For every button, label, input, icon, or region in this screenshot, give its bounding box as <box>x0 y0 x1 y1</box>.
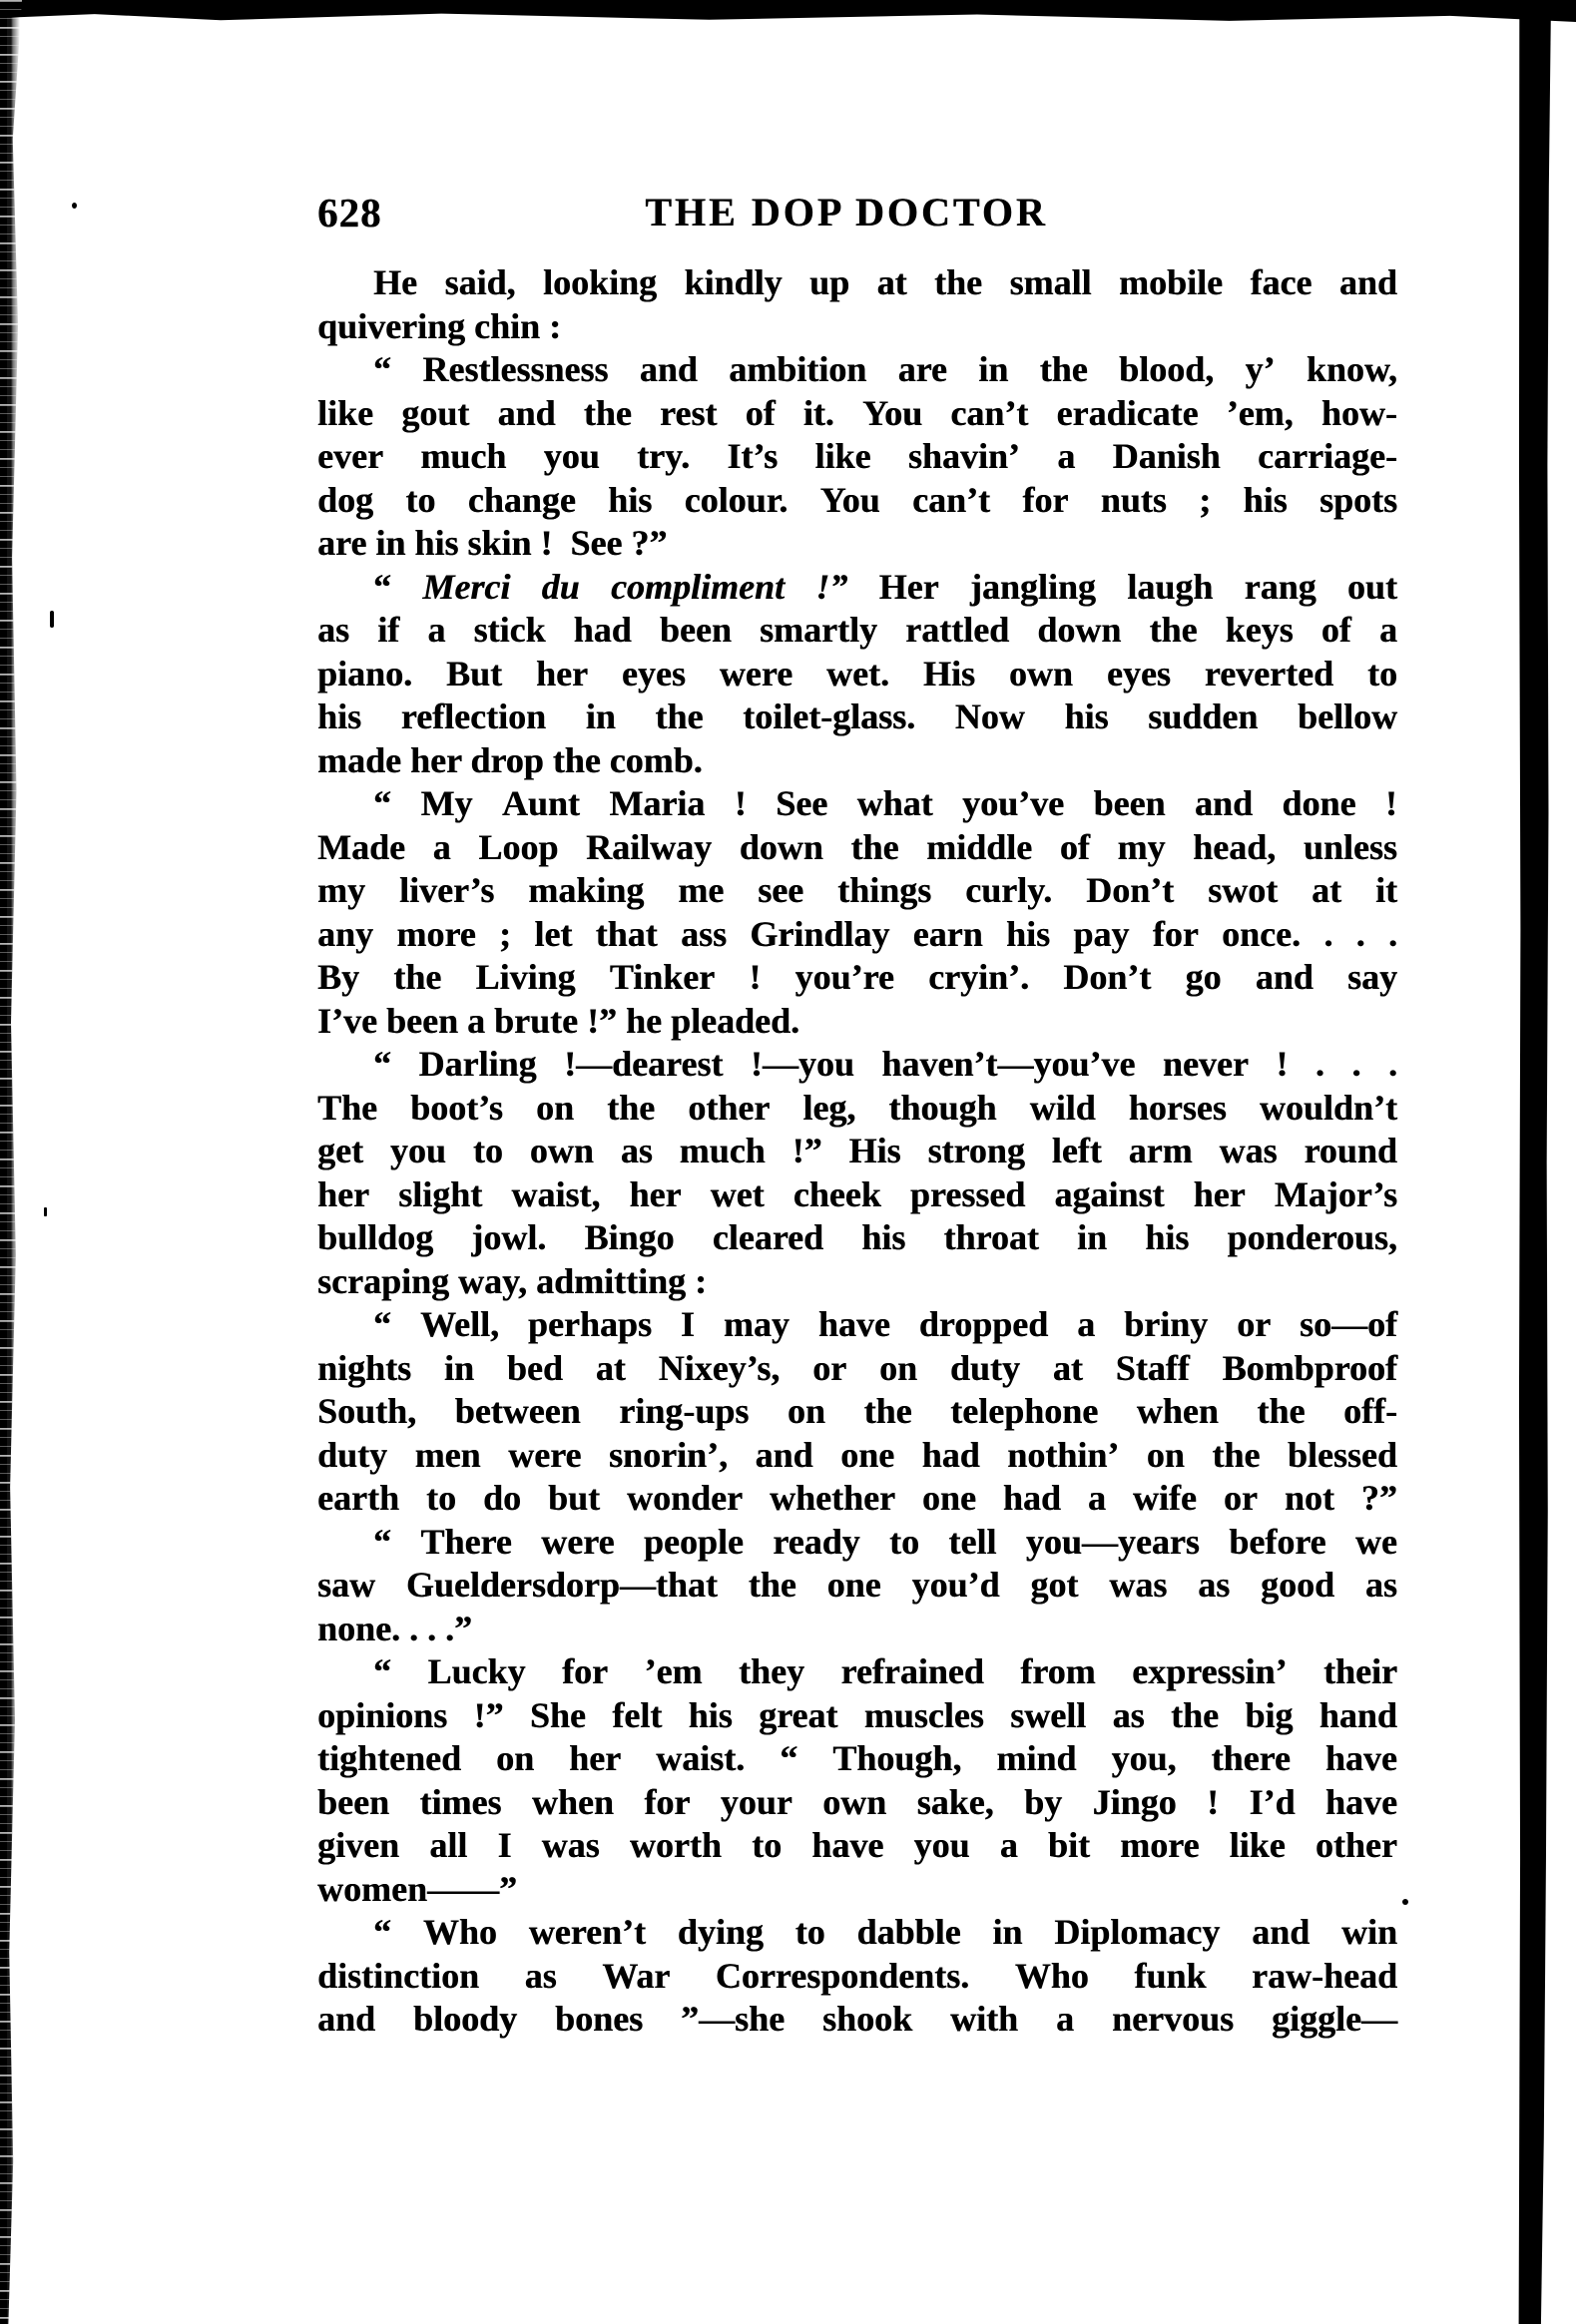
text-block <box>317 261 1397 2042</box>
text-line: none. . . .” <box>317 1608 473 1648</box>
text-line: his reflection in the toilet-glass. Now his sudden bellow <box>317 697 1397 736</box>
text-line: saw Gueldersdorp—that the one you’d got was as good as <box>317 1565 1397 1605</box>
text-line: dog to change his colour. You can’t for nuts ; his spots <box>317 479 1397 520</box>
page-header <box>317 190 1397 235</box>
text-line: The boot’s on the other leg, though wild horses wouldn’t <box>317 1087 1397 1128</box>
text-line: like gout and the rest of it. You can’t eradicate ’em, how- <box>317 392 1397 433</box>
text-line: women——” <box>317 1868 517 1909</box>
scan-left-binding-edge <box>0 0 22 2324</box>
text-line: piano. But her eyes were wet. His own eyes reverted to <box>317 653 1397 694</box>
ink-speck <box>44 1207 47 1216</box>
page-title: THE DOP DOCTOR <box>645 190 1048 234</box>
text-line: “ My Aunt Maria ! See what you’ve been and done ! <box>373 783 1397 823</box>
text-line: South, between ring-ups on the telephone when the off- <box>317 1391 1397 1431</box>
ink-speck <box>50 611 54 628</box>
text-line: “ Lucky for ’em they refrained from expressin’ their <box>373 1651 1397 1691</box>
text-line: and bloody bones ”—she shook with a nervous giggle— <box>317 1999 1397 2039</box>
text-line: her slight waist, her wet cheek pressed against her Major’s <box>317 1173 1397 1214</box>
text-line: quivering chin : <box>317 305 562 346</box>
text-line: “ Merci du compliment !” Her jangling laugh rang out <box>373 566 1397 607</box>
text-line: as if a stick had been smartly rattled down the keys of a <box>317 610 1397 650</box>
text-line: made her drop the comb. <box>317 739 703 780</box>
text-line: I’ve been a brute !” he pleaded. <box>317 1000 799 1041</box>
page-number: 628 <box>317 190 382 235</box>
text-line: are in his skin ! See ?” <box>317 523 668 563</box>
text-line: opinions !” She felt his great muscles swell as the big hand <box>317 1694 1397 1735</box>
text-line: Made a Loop Railway down the middle of my head, unless <box>317 826 1397 867</box>
text-line: “ Well, perhaps I may have dropped a briny or so—of <box>373 1304 1397 1344</box>
scan-top-edge-shadow <box>0 0 1576 22</box>
text-line: been times when for your own sake, by Jingo ! I’d have <box>317 1781 1397 1822</box>
scan-right-page-edge <box>1515 0 1551 2324</box>
text-line: “ Darling !—dearest !—you haven’t—you’ve never ! . . . <box>373 1044 1397 1084</box>
text-line: scraping way, admitting : <box>317 1260 708 1301</box>
text-line: ever much you try. It’s like shavin’ a Danish carriage- <box>317 436 1397 476</box>
text-line: “ There were people ready to tell you—years before we <box>373 1521 1397 1562</box>
text-line: He said, looking kindly up at the small mobile face and <box>373 262 1397 302</box>
text-line: “ Restlessness and ambition are in the blood, y’ know, <box>373 349 1397 389</box>
text-line: duty men were snorin’, and one had nothin’ on the blessed <box>317 1434 1397 1475</box>
text-line: bulldog jowl. Bingo cleared his throat in his ponderous, <box>317 1217 1397 1257</box>
text-line: any more ; let that ass Grindlay earn his pay for once. . . . <box>317 913 1397 954</box>
ink-speck <box>72 203 77 209</box>
text-line: get you to own as much !” His strong left arm was round <box>317 1131 1397 1170</box>
text-line: tightened on her waist. “ Though, mind you, there have <box>317 1738 1397 1778</box>
text-line: By the Living Tinker ! you’re cryin’. Don’t go and say <box>317 957 1397 997</box>
text-line: nights in bed at Nixey’s, or on duty at Staff Bombproof <box>317 1347 1397 1388</box>
ink-speck <box>1402 1899 1408 1905</box>
text-line: earth to do but wonder whether one had a wife or not ?” <box>317 1478 1397 1518</box>
text-line: “ Who weren’t dying to dabble in Diplomacy and win <box>373 1912 1397 1952</box>
text-line: given all I was worth to have you a bit more like other <box>317 1825 1397 1865</box>
text-line: distinction as War Correspondents. Who funk raw-head <box>317 1955 1397 1996</box>
text-line: my liver’s making me see things curly. Don’t swot at it <box>317 870 1397 910</box>
